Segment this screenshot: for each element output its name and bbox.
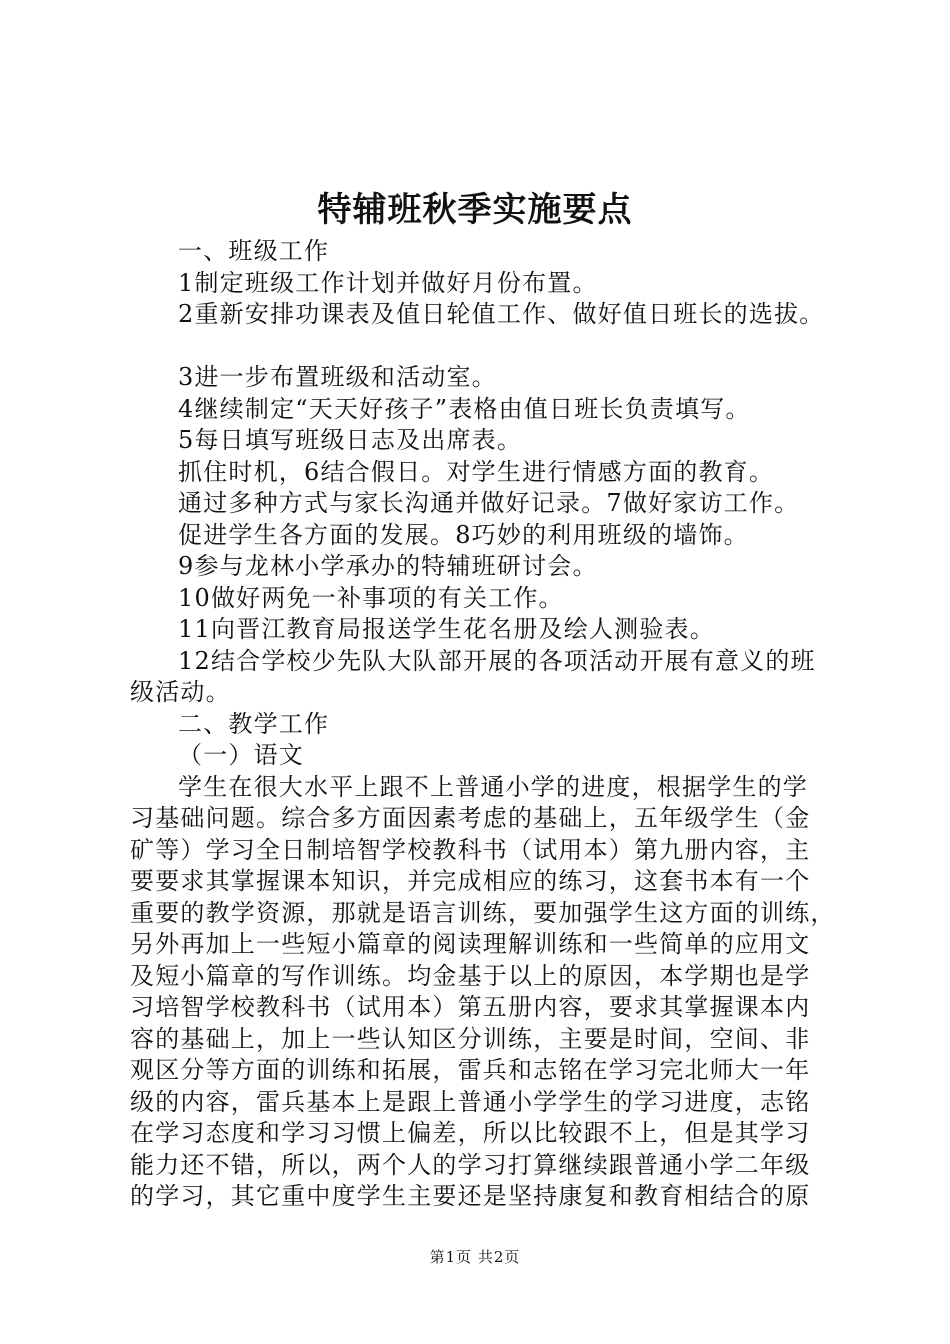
list-item: 3进一步布置班级和活动室。 <box>178 363 497 391</box>
list-item: 12结合学校少先队大队部开展的各项活动开展有意义的班 <box>178 646 816 675</box>
list-item: 10做好两免一补事项的有关工作。 <box>178 583 564 612</box>
paragraph-line: 重要的教学资源，那就是语言训练，要加强学生这方面的训练， <box>130 898 836 927</box>
paragraph-line: 学生在很大水平上跟不上普通小学的进度，根据学生的学 <box>178 772 808 801</box>
document-title: 特辅班秋季实施要点 <box>317 190 633 230</box>
list-item: 促进学生各方面的发展。8巧妙的利用班级的墙饰。 <box>178 520 749 549</box>
blank-line <box>130 331 836 363</box>
paragraph-line: 在学习态度和学习习惯上偏差，所以比较跟不上，但是其学习 <box>130 1119 811 1147</box>
list-item: 2重新安排功课表及值日轮值工作、做好值日班长的选拔。 <box>178 300 825 328</box>
paragraph-line: 级的内容，雷兵基本上是跟上普通小学学生的学习进度，志铭 <box>130 1087 811 1116</box>
page-number-footer: 第1页 共2页 <box>429 1248 521 1266</box>
paragraph-line: 容的基础上，加上一些认知区分训练，主要是时间，空间、非 <box>130 1024 811 1053</box>
list-item: 11向晋江教育局报送学生花名册及绘人测验表。 <box>178 615 715 643</box>
list-item: 1制定班级工作计划并做好月份布置。 <box>178 268 598 297</box>
paragraph-line: 习培智学校教科书（试用本）第五册内容，要求其掌握课本内 <box>130 993 811 1021</box>
paragraph-line: 习基础问题。综合多方面因素考虑的基础上，五年级学生（金 <box>130 804 811 832</box>
section-heading: 一、班级工作 <box>178 237 330 265</box>
list-item-continuation: 级活动。 <box>130 678 231 706</box>
paragraph-line: 另外再加上一些短小篇章的阅读理解训练和一些简单的应用文 <box>130 930 811 958</box>
list-item: 通过多种方式与家长沟通并做好记录。7做好家访工作。 <box>178 489 800 517</box>
paragraph-line: 观区分等方面的训练和拓展，雷兵和志铭在学习完北师大一年 <box>130 1056 811 1084</box>
list-item: 5每日填写班级日志及出席表。 <box>178 426 523 454</box>
list-item: 4继续制定“天天好孩子”表格由值日班长负责填写。 <box>178 394 751 423</box>
paragraph-line: 及短小篇章的写作训练。均金基于以上的原因，本学期也是学 <box>130 961 811 990</box>
list-item: 抓住时机，6结合假日。对学生进行情感方面的教育。 <box>178 457 775 486</box>
paragraph-line: 的学习，其它重中度学生主要还是坚持康复和教育相结合的原 <box>130 1182 811 1210</box>
list-item: 9参与龙林小学承办的特辅班研讨会。 <box>178 552 598 580</box>
paragraph-line: 要要求其掌握课本知识，并完成相应的练习，这套书本有一个 <box>130 867 811 895</box>
paragraph-line: 能力还不错，所以，两个人的学习打算继续跟普通小学二年级 <box>130 1150 811 1179</box>
document-body <box>130 236 836 1213</box>
paragraph-line: 矿等）学习全日制培智学校教科书（试用本）第九册内容，主 <box>130 835 811 864</box>
section-heading: 二、教学工作 <box>178 709 330 738</box>
subsection-heading: （一）语文 <box>178 741 304 769</box>
